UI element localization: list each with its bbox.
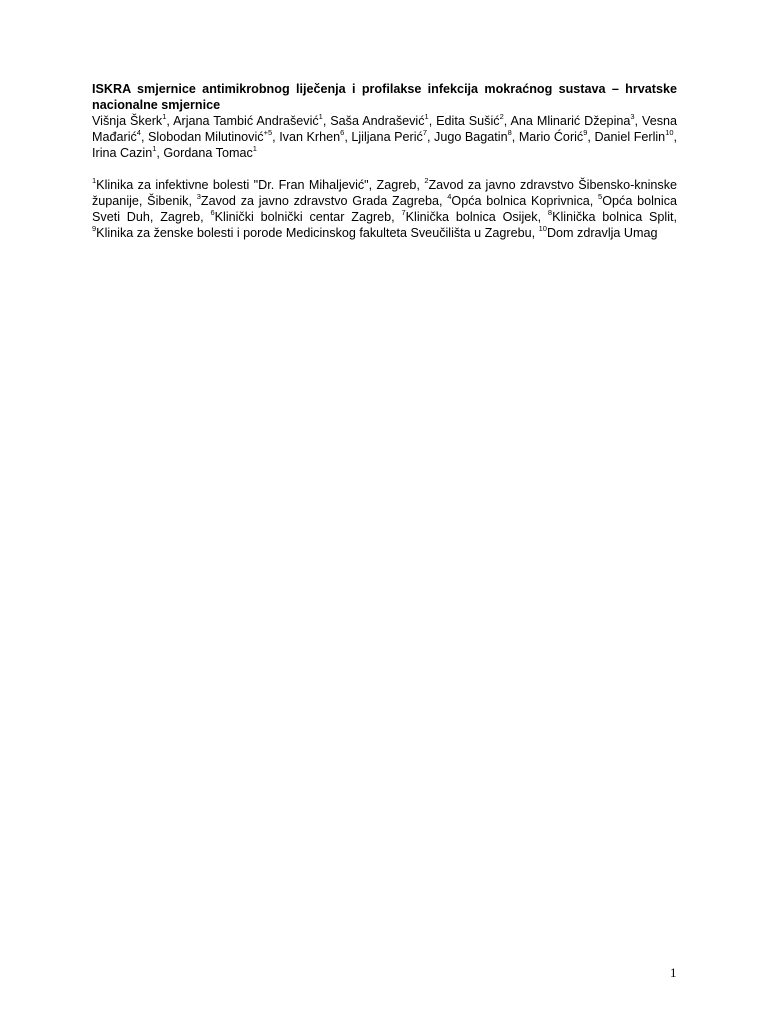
author-separator: , bbox=[426, 130, 435, 144]
author-separator: , bbox=[634, 114, 642, 128]
author-separator: , bbox=[344, 130, 352, 144]
author-affiliation-marker: 1 bbox=[252, 143, 257, 153]
author-name: Gordana Tomac bbox=[163, 146, 253, 160]
affiliation-text: Opća bolnica Sveti Duh, Zagreb, bbox=[92, 194, 677, 224]
author-affiliation-marker: 1 bbox=[424, 111, 429, 121]
affiliation-marker: 7 bbox=[401, 207, 406, 217]
affiliation-marker: 3 bbox=[196, 191, 201, 201]
author-affiliation-marker: 4 bbox=[136, 127, 141, 137]
author-name: Mario Ćorić bbox=[518, 130, 584, 144]
author-separator: , bbox=[166, 114, 174, 128]
affiliation-marker: 8 bbox=[547, 207, 553, 217]
affiliation-text: Zavod za javno zdravstvo Grada Zagreba, bbox=[200, 194, 448, 208]
author-affiliation-marker: 9 bbox=[583, 127, 588, 137]
affiliation-list bbox=[92, 177, 677, 241]
author-name: Višnja Škerk bbox=[92, 114, 163, 128]
author-name: Ljiljana Perić bbox=[351, 130, 423, 144]
author-separator: , bbox=[503, 114, 511, 128]
author-name: Saša Andrašević bbox=[330, 114, 425, 128]
affiliation-marker: 1 bbox=[92, 175, 97, 185]
document-content bbox=[92, 81, 677, 241]
author-affiliation-marker: 1 bbox=[318, 111, 323, 121]
author-separator: , bbox=[272, 130, 280, 144]
page-number: 1 bbox=[670, 965, 677, 980]
author-name: Ana Mlinarić Džepina bbox=[510, 114, 631, 128]
affiliation-marker: 5 bbox=[598, 191, 603, 201]
author-separator: , bbox=[140, 130, 149, 144]
author-name: Arjana Tambić Andrašević bbox=[173, 114, 319, 128]
author-separator: , bbox=[156, 146, 164, 160]
author-affiliation-marker: 1 bbox=[162, 111, 167, 121]
author-affiliation-marker: 10 bbox=[665, 127, 674, 137]
author-separator: , bbox=[322, 114, 331, 128]
author-separator: , bbox=[587, 130, 595, 144]
author-affiliation-marker: 1 bbox=[152, 143, 157, 153]
affiliation-marker: 10 bbox=[538, 223, 547, 233]
author-separator: , bbox=[428, 114, 437, 128]
author-affiliation-marker: 7 bbox=[422, 127, 427, 137]
author-separator: , bbox=[673, 130, 678, 144]
document-title: ISKRA smjernice antimikrobnog liječenja i profilakse infekcija mokraćnog sustava – hrvatske nacionalne smjernice bbox=[92, 82, 677, 112]
affiliation-marker: 6 bbox=[210, 207, 215, 217]
affiliation-text: Dom zdravlja Umag bbox=[546, 226, 658, 240]
affiliation-text: Klinika za infektivne bolesti "Dr. Fran Mihaljević", Zagreb, bbox=[96, 178, 425, 192]
author-list bbox=[92, 113, 677, 161]
author-affiliation-marker: 3 bbox=[630, 111, 635, 121]
affiliation-text: Klinička bolnica Split, bbox=[552, 210, 678, 224]
affiliation-text: Opća bolnica Koprivnica, bbox=[451, 194, 599, 208]
affiliation-text: Klinička bolnica Osijek, bbox=[405, 210, 548, 224]
author-name: Jugo Bagatin bbox=[434, 130, 508, 144]
author-name: Vesna Mađarić bbox=[92, 114, 677, 144]
author-name: Edita Sušić bbox=[436, 114, 500, 128]
affiliation-marker: 9 bbox=[92, 223, 97, 233]
affiliation-text: Klinički bolnički centar Zagreb, bbox=[214, 210, 402, 224]
affiliation-marker: 2 bbox=[424, 175, 429, 185]
author-affiliation-marker: 6 bbox=[340, 127, 345, 137]
author-name: Slobodan Milutinović bbox=[148, 130, 264, 144]
author-name: Irina Cazin bbox=[92, 146, 153, 160]
author-separator: , bbox=[511, 130, 519, 144]
author-affiliation-marker: +5 bbox=[263, 127, 273, 137]
affiliation-text: Klinika za ženske bolesti i porode Medicinskog fakulteta Sveučilišta u Zagrebu, bbox=[96, 226, 539, 240]
author-affiliation-marker: 8 bbox=[507, 127, 512, 137]
affiliation-marker: 4 bbox=[447, 191, 452, 201]
author-name: Daniel Ferlin bbox=[594, 130, 666, 144]
author-name: Ivan Krhen bbox=[279, 130, 341, 144]
affiliation-text: Zavod za javno zdravstvo Šibensko-kninske županije, Šibenik, bbox=[92, 178, 677, 208]
author-affiliation-marker: 2 bbox=[499, 111, 504, 121]
